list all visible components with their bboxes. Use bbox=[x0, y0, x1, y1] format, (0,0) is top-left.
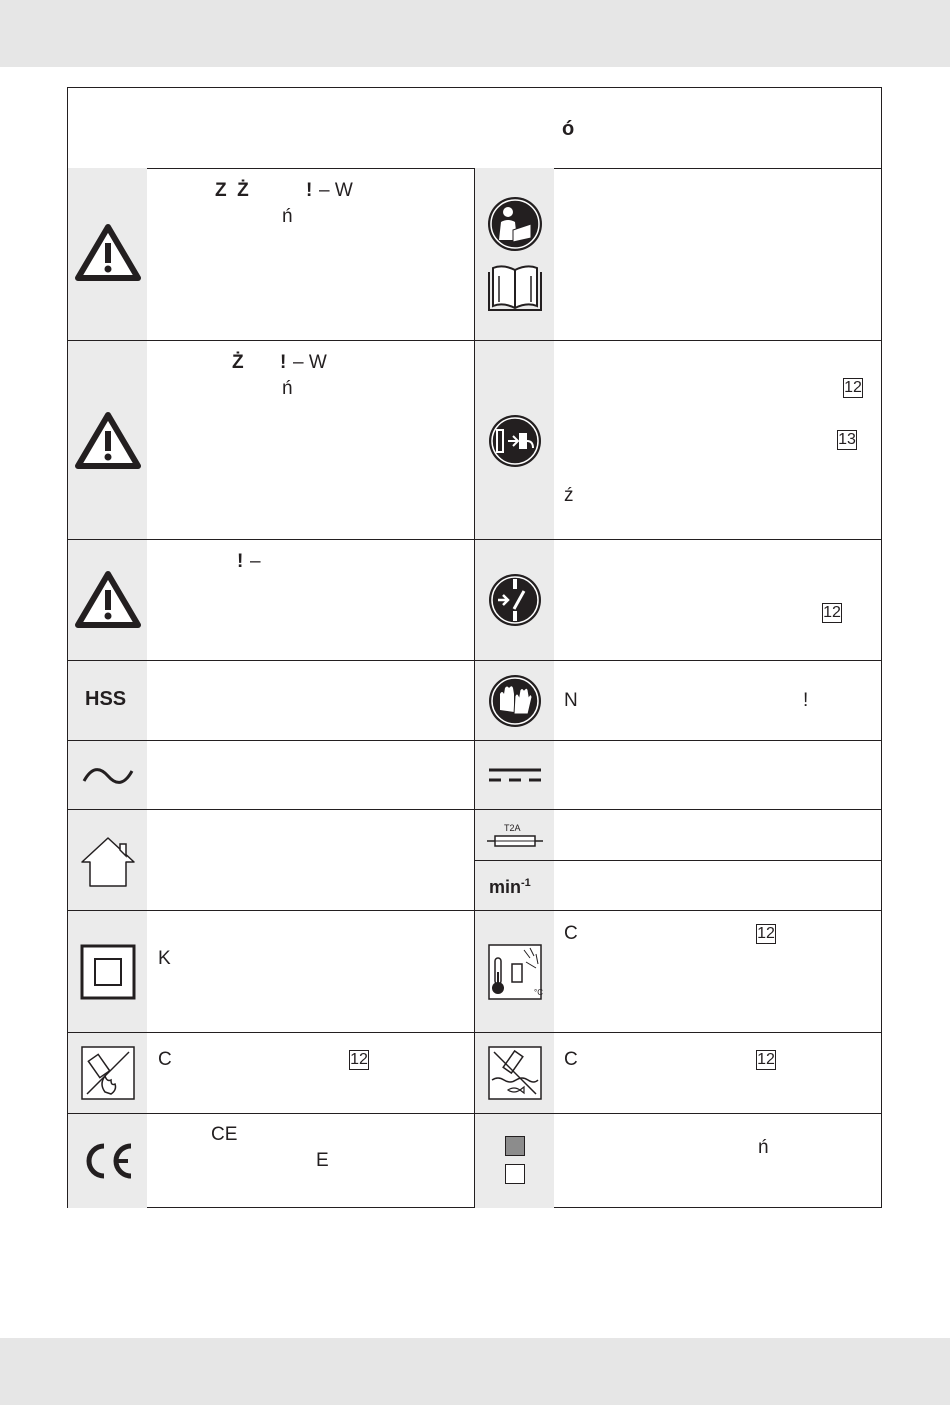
icon-cell bbox=[475, 540, 554, 660]
icon-cell bbox=[68, 540, 147, 660]
fuse-rating-label: T2A bbox=[504, 823, 521, 833]
bottom-margin-band bbox=[0, 1338, 950, 1405]
icon-cell bbox=[475, 341, 554, 539]
instruction-text: CE bbox=[211, 1124, 238, 1145]
icon-cell bbox=[68, 810, 147, 910]
warning-triangle-icon bbox=[74, 411, 142, 471]
alternating-current-icon bbox=[81, 761, 135, 791]
direct-current-icon bbox=[487, 765, 543, 785]
warning-heading: Ż bbox=[232, 352, 244, 373]
no-water-battery-icon bbox=[488, 1046, 542, 1100]
warning-line2: ń bbox=[282, 378, 293, 399]
read-manual-icon bbox=[487, 196, 543, 252]
charging-indicator-icon bbox=[505, 1136, 525, 1156]
icon-cell bbox=[475, 911, 554, 1032]
figure-ref-badge: 12 bbox=[757, 925, 775, 942]
warning-tail: – bbox=[250, 551, 261, 572]
top-margin-band bbox=[0, 0, 950, 67]
icon-cell bbox=[68, 168, 147, 340]
instruction-text: ź bbox=[564, 485, 574, 506]
icon-cell bbox=[68, 911, 147, 1032]
rpm-label: $\min^{-1}$ bbox=[489, 877, 531, 897]
ce-mark-icon bbox=[82, 1142, 134, 1180]
indoor-use-house-icon bbox=[78, 836, 138, 888]
warning-heading: Z Ż bbox=[215, 180, 249, 201]
hss-label: HSS bbox=[85, 688, 127, 710]
figure-ref-badge: 12 bbox=[757, 1051, 775, 1068]
warning-tail: – W bbox=[293, 352, 327, 373]
page-title: ó bbox=[562, 118, 575, 140]
icon-cell bbox=[475, 661, 554, 740]
icon-cell bbox=[68, 1114, 147, 1208]
disconnect-power-icon bbox=[488, 573, 542, 627]
figure-ref-badge: 12 bbox=[823, 604, 841, 621]
instruction-text: ń bbox=[758, 1137, 769, 1158]
charged-indicator-icon bbox=[505, 1164, 525, 1184]
temperature-unit-label: °C bbox=[534, 988, 543, 997]
protection-class-ii-icon bbox=[80, 944, 136, 1000]
warning-excl: ! bbox=[306, 180, 313, 201]
table-header bbox=[68, 88, 881, 169]
instruction-text: C bbox=[564, 1049, 578, 1070]
warning-excl: ! bbox=[237, 551, 244, 572]
figure-ref-badge: 12 bbox=[350, 1051, 368, 1068]
icon-cell bbox=[475, 1033, 554, 1113]
cell-divider bbox=[475, 860, 881, 861]
no-fire-battery-icon bbox=[81, 1046, 135, 1100]
symbols-table bbox=[67, 87, 882, 1208]
figure-ref-badge: 12 bbox=[844, 379, 862, 396]
icon-cell bbox=[68, 661, 147, 740]
warning-tail: – W bbox=[319, 180, 353, 201]
column-divider bbox=[474, 168, 475, 1208]
warning-line2: ń bbox=[282, 206, 293, 227]
warning-triangle-icon bbox=[74, 570, 142, 630]
icon-cell bbox=[475, 741, 554, 809]
wear-gloves-icon bbox=[488, 674, 542, 728]
instruction-text: C bbox=[158, 1049, 172, 1070]
icon-cell bbox=[68, 741, 147, 809]
icon-cell bbox=[68, 341, 147, 539]
instruction-text: K bbox=[158, 948, 171, 969]
instruction-text: C bbox=[564, 923, 578, 944]
open-book-icon bbox=[485, 262, 545, 316]
unplug-icon bbox=[488, 414, 542, 468]
instruction-text: ! bbox=[803, 690, 809, 711]
icon-cell bbox=[475, 168, 554, 340]
figure-ref-badge: 13 bbox=[838, 431, 856, 448]
warning-excl: ! bbox=[280, 352, 287, 373]
warning-triangle-icon bbox=[74, 223, 142, 283]
icon-cell bbox=[68, 1033, 147, 1113]
icon-cell bbox=[475, 1114, 554, 1208]
instruction-text: N bbox=[564, 690, 578, 711]
instruction-text: E bbox=[316, 1150, 329, 1171]
